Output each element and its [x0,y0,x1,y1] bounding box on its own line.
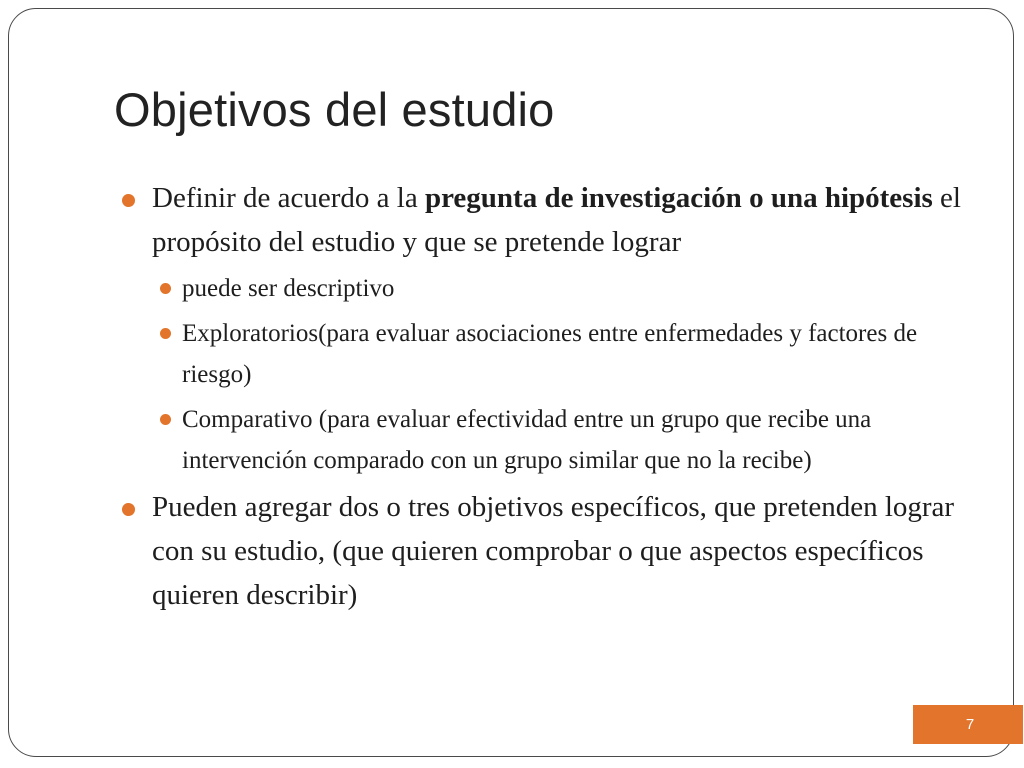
sub-bullet-text: Exploratorios(para evaluar asociaciones entre enfermedades y factores de riesgo) [182,320,918,388]
bullet-dot-icon [160,414,171,425]
bullet-item-text [152,176,992,264]
sub-bullet-text: Comparativo (para evaluar efectividad entre un grupo que recibe una intervención comparado con un grupo similar que no la recibe) [182,406,872,474]
sub-bullet-list [152,268,992,481]
bullet-item-text: Pueden agregar dos o tres objetivos específicos, que pretenden lograr con su estudio, (que quieren comprobar o que aspectos específicos quieren describir) [152,491,955,611]
bullet-dot-icon [160,283,171,294]
page-number: 7 [965,716,975,733]
slide-title: Objetivos del estudio [114,83,555,136]
sub-bullet-text: puede ser descriptivo [182,275,395,302]
bullet-item [152,485,992,617]
text-run: Definir de acuerdo a la [152,182,425,214]
sub-bullet-item [182,313,992,395]
bullet-list [152,176,992,621]
bullet-item [152,176,992,481]
page-number-badge [913,705,1023,744]
text-run: el propósito del estudio y que se pretende lograr [152,182,961,258]
bullet-dot-icon [160,328,171,339]
sub-bullet-item [182,399,992,481]
sub-bullet-item [182,268,992,309]
bold-text-run: pregunta de investigación o una hipótesis [424,182,933,214]
bullet-dot-icon [122,194,135,207]
bullet-dot-icon [122,503,135,516]
